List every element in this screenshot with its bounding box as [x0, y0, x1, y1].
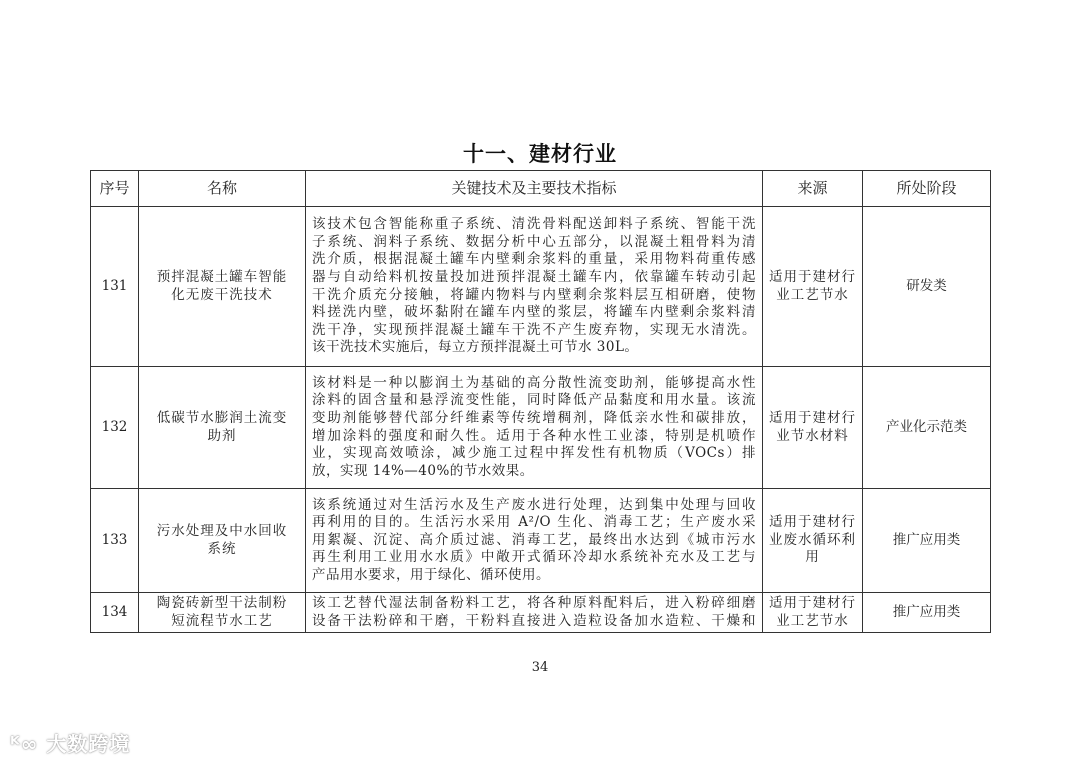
source-line: 适用于建材行	[769, 268, 856, 285]
header-stage: 所处阶段	[863, 171, 991, 207]
name-line: 低碳节水膨润土流变	[156, 409, 288, 426]
source-line: 业工艺节水	[776, 286, 849, 303]
name-line: 短流程节水工艺	[171, 612, 273, 629]
desc-line: 涂料的固含量和悬浮流变性能，同时降低产品黏度和用水量。该流	[312, 392, 756, 409]
header-name: 名称	[139, 171, 306, 207]
tech-description	[306, 593, 763, 633]
source-line: 适用于建材行	[769, 409, 856, 426]
desc-line: 产品用水要求，用于绿化、循环使用。	[312, 566, 550, 583]
row-number: 134	[91, 593, 139, 633]
desc-line: 增加涂料的强度和耐久性。适用于各种水性工业漆，特别是机喷作	[312, 427, 756, 444]
desc-line: 该系统通过对生活污水及生产废水进行处理，达到集中处理与回收	[312, 496, 756, 513]
page-number: 34	[531, 660, 549, 675]
tech-name	[139, 593, 306, 633]
tech-source	[763, 593, 863, 633]
header-source: 来源	[763, 171, 863, 207]
header-no: 序号	[91, 171, 139, 207]
desc-line: 放，实现 14%—40%的节水效果。	[312, 462, 534, 479]
source-line: 适用于建材行	[769, 514, 856, 531]
tech-source	[763, 207, 863, 367]
tech-source	[763, 367, 863, 489]
watermark-text: 大数跨境	[46, 732, 131, 756]
row-number: 132	[91, 367, 139, 489]
tech-stage: 产业化示范类	[863, 367, 991, 489]
desc-line: 设备干法粉碎和干磨，干粉料直接进入造粒设备加水造粒、干燥和	[312, 612, 756, 629]
desc-line: 该技术包含智能称重子系统、清洗骨料配送卸料子系统、智能干洗	[312, 216, 756, 233]
name-line: 系统	[207, 540, 237, 557]
table-row	[91, 489, 991, 593]
table-row	[91, 593, 991, 633]
tech-description	[306, 207, 763, 367]
desc-line: 再生利用工业用水水质》中敞开式循环冷却水系统补充水及工艺与	[312, 549, 756, 566]
row-number: 133	[91, 489, 139, 593]
row-number: 131	[91, 207, 139, 367]
desc-line: 该工艺替代湿法制备粉料工艺，将各种原料配料后，进入粉碎细磨	[312, 594, 756, 611]
desc-line: 器与自动给料机按量投加进预拌混凝土罐车内，依靠罐车转动引起	[312, 268, 756, 285]
desc-line: 再利用的目的。生活污水采用 A²/O 生化、消毒工艺；生产废水采	[312, 514, 756, 531]
desc-line: 洗干净，实现预拌混凝土罐车干洗不产生废弃物，实现无水清洗。	[312, 321, 756, 338]
source-line: 业节水材料	[776, 427, 849, 444]
tech-stage: 推广应用类	[863, 489, 991, 593]
name-line: 化无废干洗技术	[171, 286, 273, 303]
section-title: 十一、建材行业	[463, 142, 617, 166]
technology-table	[90, 170, 991, 633]
desc-line: 该干洗技术实施后，每立方预拌混凝土可节水 30L。	[312, 339, 639, 356]
tech-description	[306, 367, 763, 489]
name-line: 预拌混凝土罐车智能	[156, 268, 288, 285]
tech-name	[139, 207, 306, 367]
desc-line: 料搓洗内壁，破坏黏附在罐车内壁的浆层，将罐车内壁剩余浆料清	[312, 304, 756, 321]
source-line: 业废水循环利	[769, 531, 856, 548]
desc-line: 变助剂能够替代部分纤维素等传统增稠剂，降低亲水性和碳排放，	[312, 409, 756, 426]
watermark-logo: ᴷ∞ 大数跨境	[10, 732, 131, 756]
name-line: 污水处理及中水回收	[156, 522, 288, 539]
tech-description	[306, 489, 763, 593]
desc-line: 该材料是一种以膨润土为基础的高分散性流变助剂，能够提高水性	[312, 374, 756, 391]
table-header-row	[91, 171, 991, 207]
table-row	[91, 367, 991, 489]
tech-name	[139, 367, 306, 489]
source-line: 业工艺节水	[776, 612, 849, 629]
name-line: 助剂	[207, 427, 237, 444]
tech-stage: 推广应用类	[863, 593, 991, 633]
name-line: 陶瓷砖新型干法制粉	[156, 594, 288, 611]
desc-line: 洗介质，根据混凝土罐车内壁剩余浆料的重量，采用物料荷重传感	[312, 251, 756, 268]
desc-line: 业，实现高效喷涂，减少施工过程中挥发性有机物质（VOCs）排	[312, 445, 756, 462]
source-line: 用	[805, 549, 820, 566]
desc-line: 用絮凝、沉淀、高介质过滤、消毒工艺，最终出水达到《城市污水	[312, 531, 756, 548]
header-description: 关键技术及主要技术指标	[306, 171, 763, 207]
tech-stage: 研发类	[863, 207, 991, 367]
table-row	[91, 207, 991, 367]
tech-source	[763, 489, 863, 593]
desc-line: 干洗介质充分接触，将罐内物料与内壁剩余浆料层互相研磨，使物	[312, 286, 756, 303]
source-line: 适用于建材行	[769, 594, 856, 611]
desc-line: 子系统、润料子系统、数据分析中心五部分，以混凝土粗骨料为清	[312, 233, 756, 250]
tech-name	[139, 489, 306, 593]
